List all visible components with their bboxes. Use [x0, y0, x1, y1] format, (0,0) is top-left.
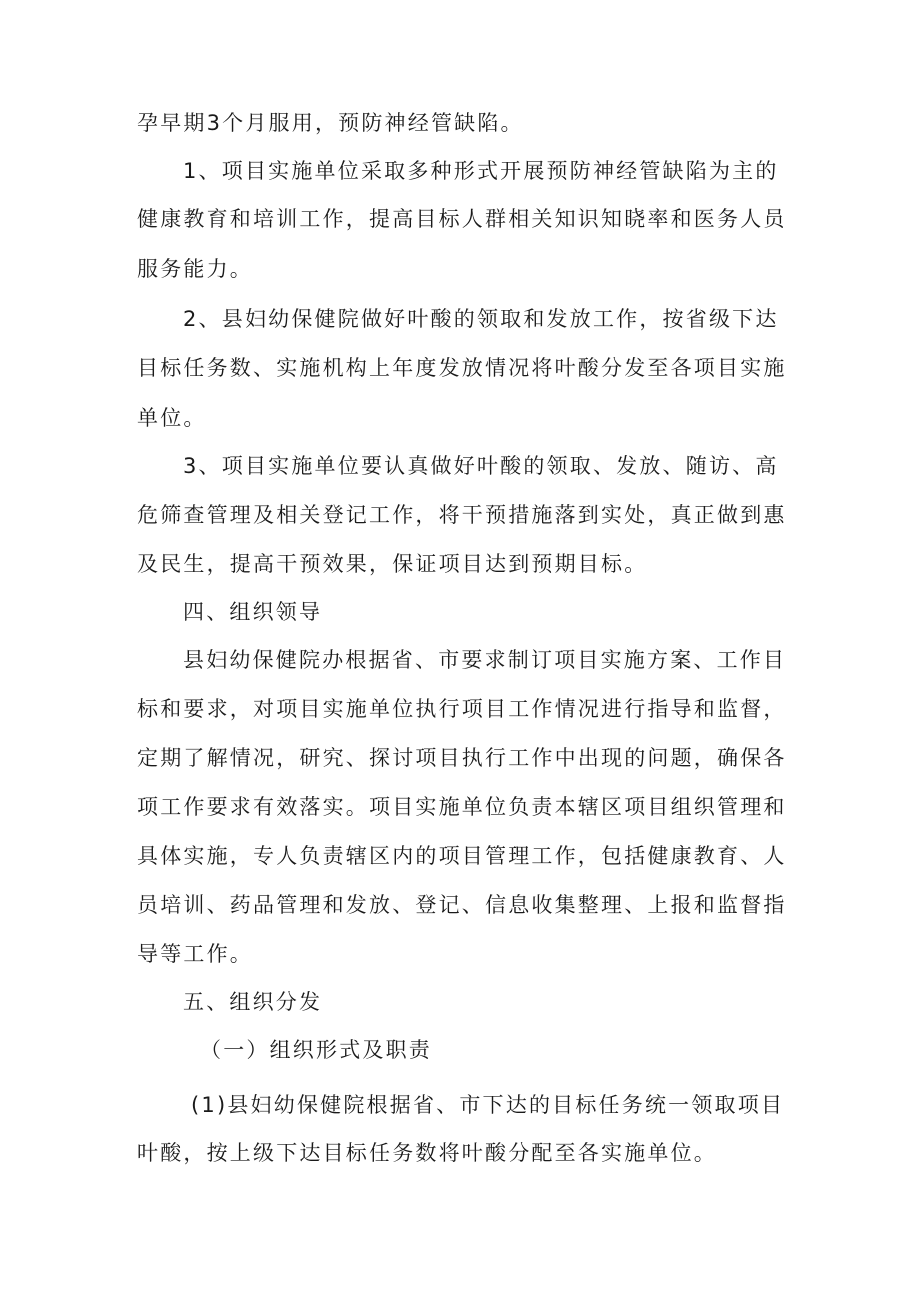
- text-line: 孕早期3个月服用，预防神经管缺陷。: [137, 111, 524, 135]
- text-line: 叶酸，按上级下达目标任务数将叶酸分配至各实施单位。: [137, 1141, 717, 1165]
- text-line: 危筛查管理及相关登记工作，将干预措施落到实处，真正做到惠: [137, 503, 787, 527]
- text-line: 项工作要求有效落实。项目实施单位负责本辖区项目组织管理和: [137, 795, 787, 819]
- text-line: 健康教育和培训工作，提高目标人群相关知识知晓率和医务人员: [137, 207, 787, 231]
- subsection-heading: （一）组织形式及职责: [200, 1038, 432, 1062]
- text-line: 服务能力。: [137, 257, 253, 281]
- text-line: 员培训、药品管理和发放、登记、信息收集整理、上报和监督指: [137, 893, 787, 917]
- text-line: 及民生，提高干预效果，保证项目达到预期目标。: [137, 552, 648, 576]
- text-line: 2、县妇幼保健院做好叶酸的领取和发放工作，按省级下达: [183, 307, 779, 331]
- section-heading: 五、组织分发: [183, 990, 323, 1014]
- text-line: 导等工作。: [137, 942, 253, 966]
- text-line: 县妇幼保健院办根据省、市要求制订项目实施方案、工作目: [183, 648, 787, 672]
- text-line: 定期了解情况，研究、探讨项目执行工作中出现的问题，确保各: [137, 746, 787, 770]
- text-line: (1)县妇幼保健院根据省、市下达的目标任务统一领取项目: [191, 1093, 785, 1117]
- text-line: 单位。: [137, 406, 207, 430]
- text-line: 3、项目实施单位要认真做好叶酸的领取、发放、随访、高: [183, 454, 779, 478]
- text-line: 具体实施，专人负责辖区内的项目管理工作，包括健康教育、人: [137, 844, 787, 868]
- text-line: 目标任务数、实施机构上年度发放情况将叶酸分发至各项目实施: [137, 356, 787, 380]
- text-line: 1、项目实施单位采取多种形式开展预防神经管缺陷为主的: [183, 159, 779, 183]
- text-line: 标和要求，对项目实施单位执行项目工作情况进行指导和监督，: [137, 697, 787, 721]
- section-heading: 四、组织领导: [183, 600, 323, 624]
